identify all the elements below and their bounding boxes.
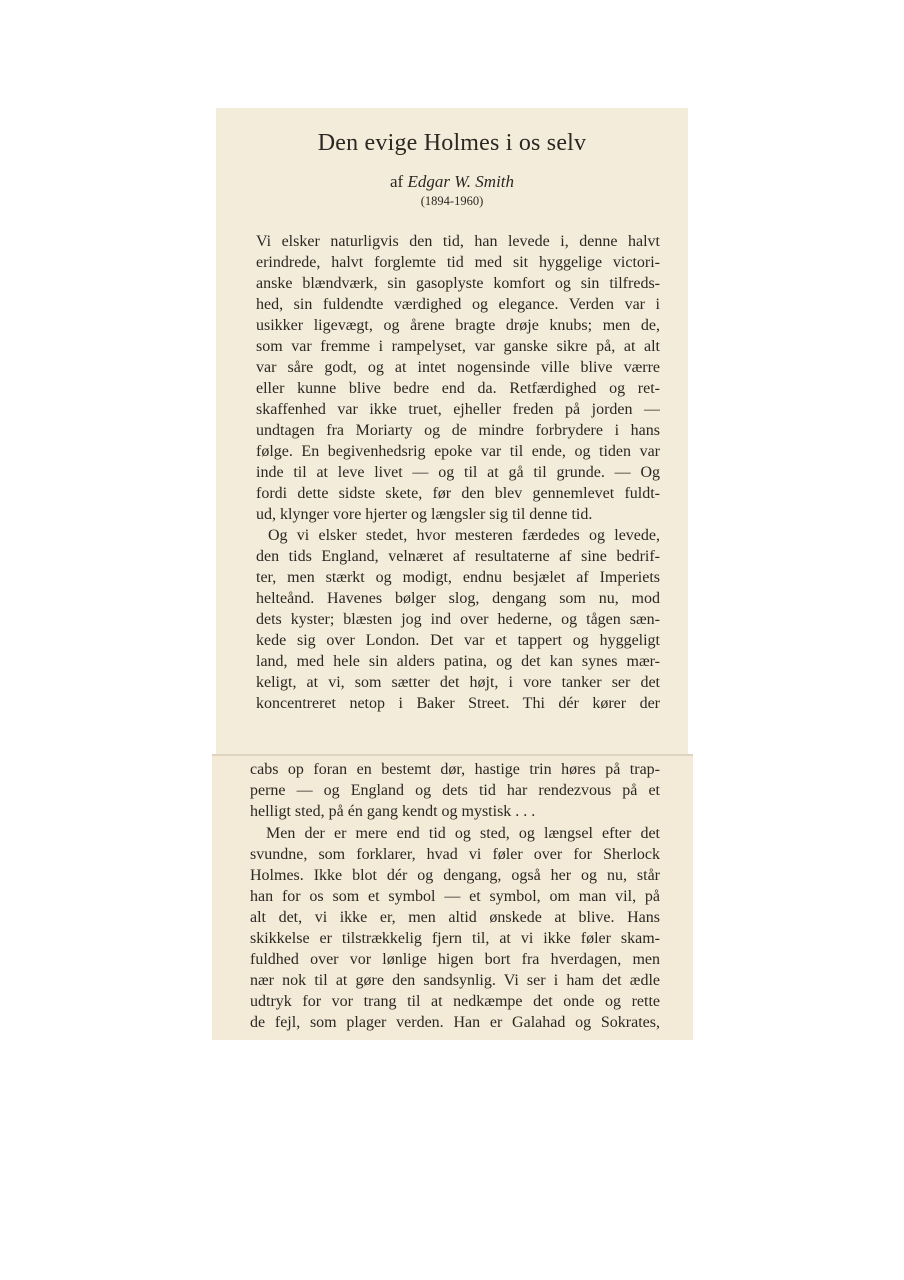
text-line: var såre godt, og at intet nogensinde ville blive værre	[256, 359, 660, 376]
text-line: de fejl, som plager verden. Han er Galahad og Sokrates,	[250, 1014, 660, 1031]
text-line: helteånd. Havenes bølger slog, dengang som nu, mod	[256, 590, 660, 607]
text-line: fordi dette sidste skete, før den blev gennemlevet fuldt-	[256, 485, 660, 502]
text-line: skikkelse er tilstrækkelig fjern til, at vi ikke føler skam-	[250, 930, 660, 947]
article-byline	[216, 172, 688, 192]
text-line: land, med hele sin alders patina, og det kan synes mær-	[256, 653, 660, 670]
text-line: cabs op foran en bestemt dør, hastige trin høres på trap-	[250, 761, 660, 778]
text-line: inde til at leve livet — og til at gå til grunde. — Og	[256, 464, 660, 481]
author-years: (1894-1960)	[420, 194, 484, 208]
author-name: Edgar W. Smith	[407, 172, 515, 191]
text-line: den tids England, velnæret af resultaterne af sine bedrif-	[256, 548, 660, 565]
text-line: nær nok til at gøre den sandsynlig. Vi ser i ham det ædle	[250, 972, 660, 989]
article-title: Den evige Holmes i os selv	[317, 130, 587, 156]
text-line: perne — og England og dets tid har rendezvous på et	[250, 782, 660, 799]
text-line: Men der er mere end tid og sted, og længsel efter det	[266, 825, 660, 842]
text-line: fuldhed over vor lønlige higen bort fra hverdagen, men	[250, 951, 660, 968]
text-line: følge. En begivenhedsrig epoke var til ende, og tiden var	[256, 443, 660, 460]
text-line: eller kunne blive bedre end da. Retfærdighed og ret-	[256, 380, 660, 397]
clipping-bottom	[212, 754, 693, 1040]
text-line: undtagen fra Moriarty og de mindre forbrydere i hans	[256, 422, 660, 439]
text-line: udtryk for vor trang til at nedkæmpe det onde og rette	[250, 993, 660, 1010]
text-line: Vi elsker naturligvis den tid, han levede i, denne halvt	[256, 233, 660, 250]
text-line: han for os som et symbol — et symbol, om man vil, på	[250, 888, 660, 905]
text-line: keligt, at vi, som sætter det højt, i vore tanker ser det	[256, 674, 660, 691]
text-line: Holmes. Ikke blot dér og dengang, også her og nu, står	[250, 867, 660, 884]
clipping-top	[216, 108, 688, 754]
text-line: Og vi elsker stedet, hvor mesteren færdedes og levede,	[268, 527, 660, 544]
text-line: anske blændværk, sin gasoplyste komfort og sin tilfreds-	[256, 275, 660, 292]
text-line: ter, men stærkt og modigt, endnu besjælet af Imperiets	[256, 569, 660, 586]
text-line: ud, klynger vore hjerter og længsler sig til denne tid.	[256, 506, 593, 523]
text-line: skaffenhed var ikke truet, ejheller freden på jorden —	[256, 401, 660, 418]
text-line: kede sig over London. Det var et tappert og hyggeligt	[256, 632, 660, 649]
text-line: usikker ligevægt, og årene bragte drøje knubs; men de,	[256, 317, 660, 334]
text-line: alt det, vi ikke er, men altid ønskede at blive. Hans	[250, 909, 660, 926]
byline-prefix: af	[389, 172, 404, 191]
text-line: svundne, som forklarer, hvad vi føler over for Sherlock	[250, 846, 660, 863]
text-line: erindrede, halvt forglemte tid med sit hyggelige victori-	[256, 254, 660, 271]
text-line: som var fremme i rampelyset, var ganske sikre på, at alt	[256, 338, 660, 355]
text-line: koncentreret netop i Baker Street. Thi dér kører der	[256, 695, 660, 712]
text-line: helligt sted, på én gang kendt og mystisk . . .	[250, 803, 536, 820]
text-line: dets kyster; blæsten jog ind over hederne, og tågen sæn-	[256, 611, 660, 628]
text-line: hed, sin fuldendte værdighed og elegance. Verden var i	[256, 296, 660, 313]
